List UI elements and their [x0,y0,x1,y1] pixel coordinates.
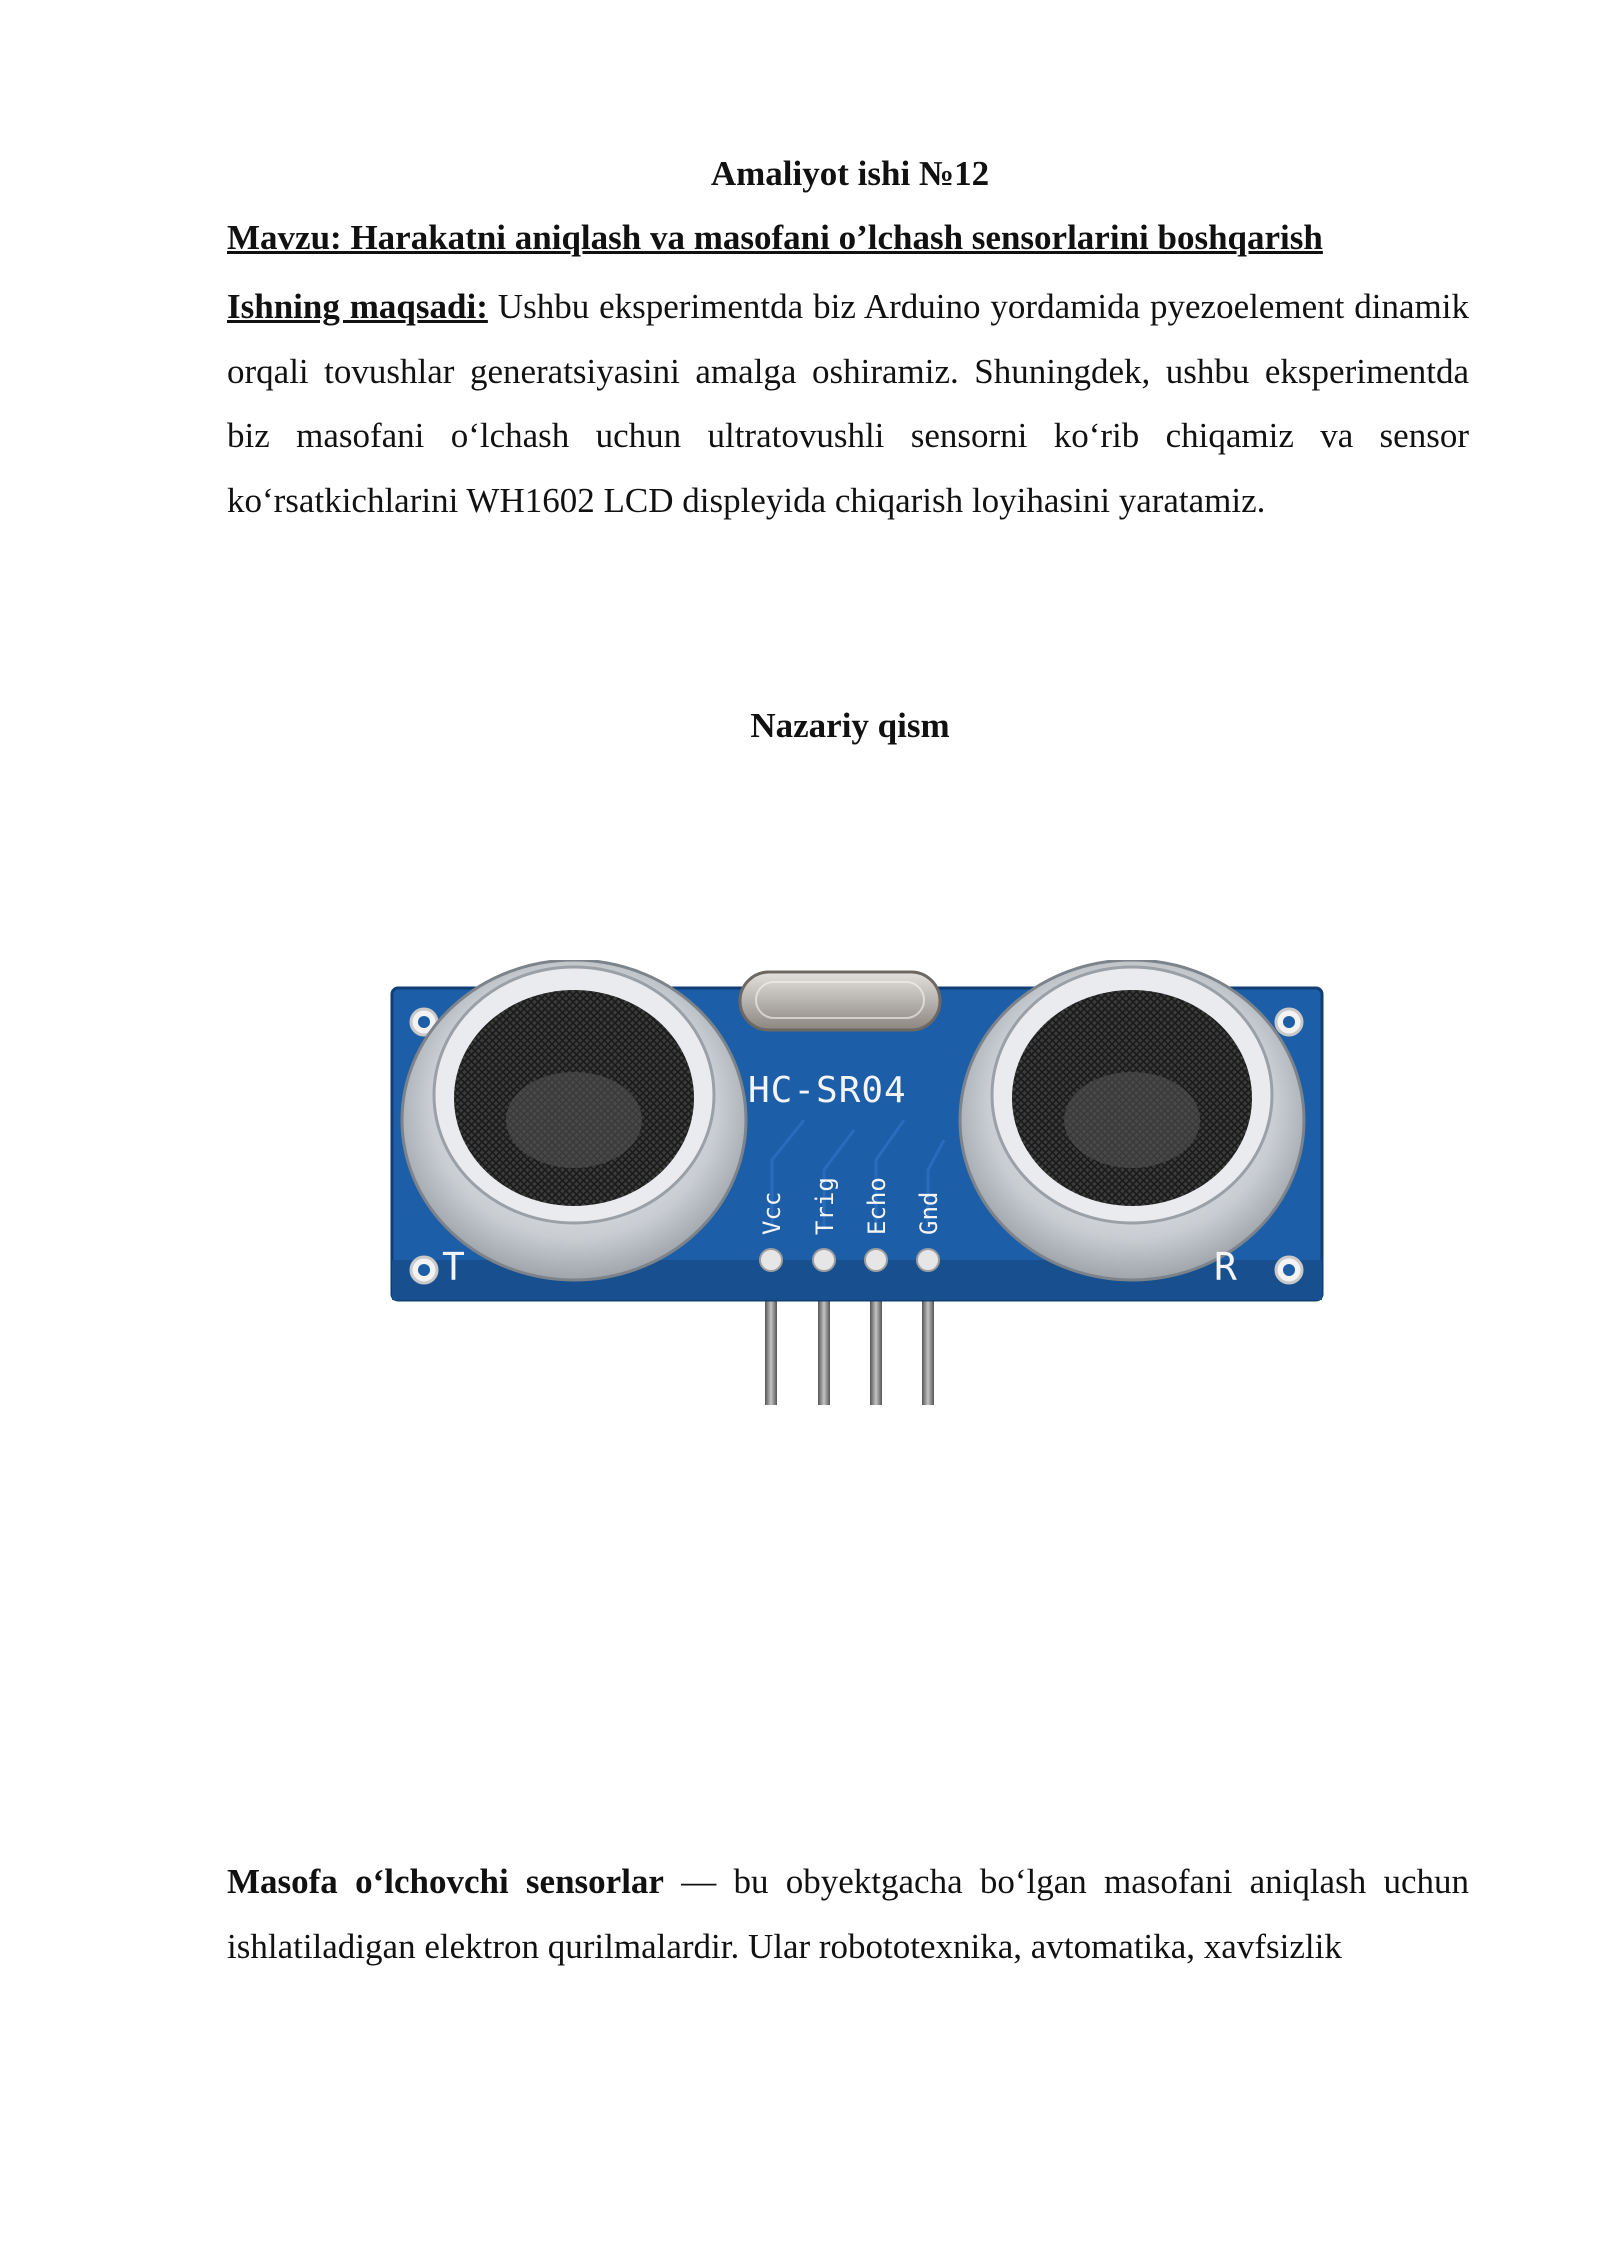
page-title: Amaliyot ishi №12 [710,154,990,193]
receiver-transducer [960,960,1304,1280]
definition-text: — bu obyektgacha bo‘lgan masofani aniqlash uchun ishlatiladigan elektron qurilmalardir. Ular robototexnika, avtomatika, xavfsizlik [227,1862,1469,1966]
aim-label: Ishning maqsadi: [227,287,488,326]
transmitter-transducer [402,960,746,1280]
section-heading: Nazariy qism [750,706,950,745]
model-label: HC-SR04 [748,1070,907,1111]
definition-block [227,1850,1469,1979]
aim-text: Ushbu eksperimentda biz Arduino yordamida pyezoelement dinamik orqali tovushlar generatsiyasini amalga oshiramiz. Shuningdek, ushbu eksperimentda biz masofani o‘lchash uchun ultratovushli sensorni ko‘rib chiqamiz va sensor ko‘rsatkichlarini WH1602 LCD displeyida chiqarish loyihasini yaratamiz. [227,287,1469,520]
pin-label-gnd: Gnd [915,1191,943,1235]
definition-term: Masofa o‘lchovchi sensorlar [227,1862,664,1901]
tx-label: T [442,1245,465,1289]
pin-label-echo: Echo [863,1177,891,1235]
sensor-figure [384,960,1328,1410]
topic-line: Mavzu: Harakatni aniqlash va masofani o’lchash sensorlarini boshqarish [227,218,1323,257]
rx-label: R [1214,1245,1237,1289]
aim-paragraph [227,275,1469,533]
aim-block [227,275,1469,533]
crystal-oscillator [740,972,940,1030]
header-pins [752,1285,948,1405]
pin-label-vcc: Vcc [758,1191,786,1235]
hc-sr04-image [384,960,1328,1410]
definition-paragraph [227,1850,1469,1979]
pin-label-trig: Trig [811,1177,839,1235]
